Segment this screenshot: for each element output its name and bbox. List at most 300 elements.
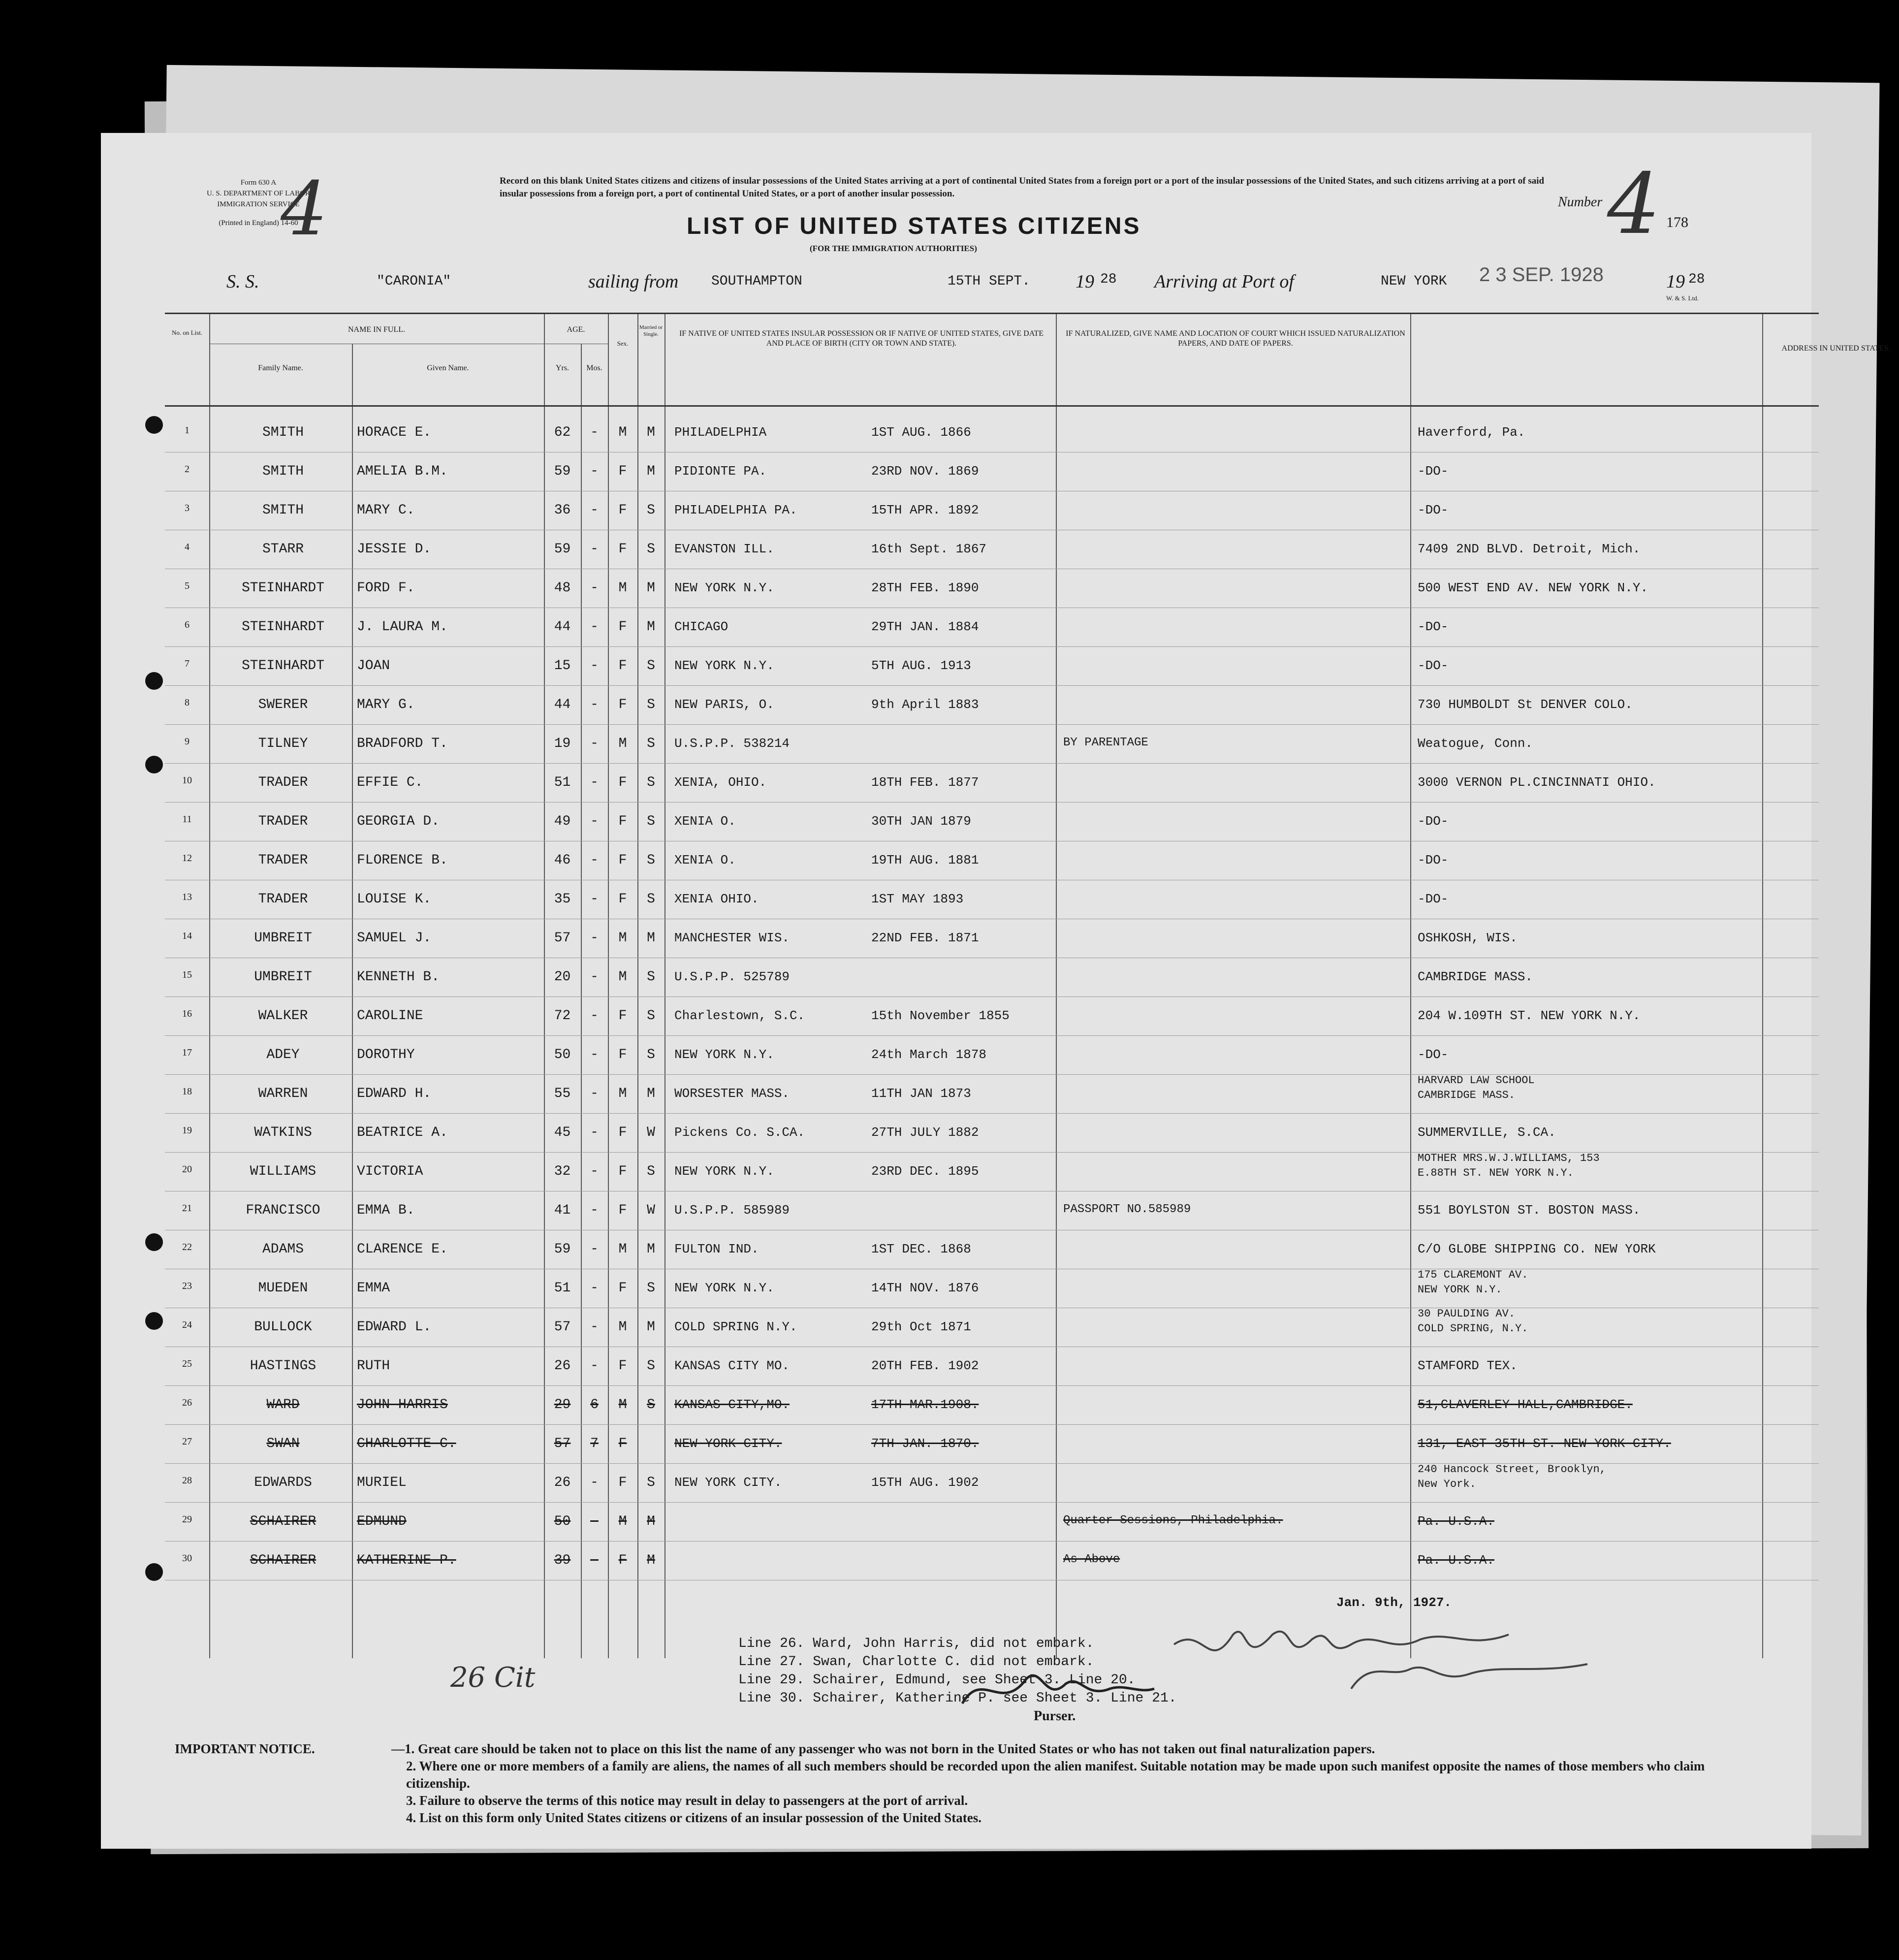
arrival-year: 28 xyxy=(1688,272,1705,287)
cell-mos: - xyxy=(590,814,599,829)
cell-ms: W xyxy=(647,1125,655,1140)
cell-ms: M xyxy=(647,580,655,596)
cell-addr: 500 WEST END AV. NEW YORK N.Y. xyxy=(1418,580,1648,595)
cell-ms: S xyxy=(647,892,655,907)
cell-sex: F xyxy=(618,464,627,479)
cell-date: 29th Oct 1871 xyxy=(871,1319,971,1334)
cell-yrs: 35 xyxy=(554,892,571,907)
sailing-year: 28 xyxy=(1100,272,1117,287)
cell-place: Charlestown, S.C. xyxy=(674,1008,805,1023)
cell-nat: As Above xyxy=(1063,1553,1120,1566)
cell-yrs: 59 xyxy=(554,542,571,557)
cell-family: SCHAIRER xyxy=(250,1514,316,1529)
cell-date: 19TH AUG. 1881 xyxy=(871,853,979,868)
cell-addr-line2: E.88TH ST. NEW YORK N.Y. xyxy=(1418,1167,1574,1179)
cell-family: EDWARDS xyxy=(254,1475,312,1490)
cell-no: 11 xyxy=(182,814,192,825)
cell-yrs: 39 xyxy=(554,1553,571,1568)
cell-family: TRADER xyxy=(258,892,308,907)
printer-mark: W. & S. Ltd. xyxy=(1666,294,1699,302)
cell-mos: - xyxy=(590,1242,599,1257)
cell-date: 16th Sept. 1867 xyxy=(871,542,987,556)
cell-mos: - xyxy=(590,1281,599,1296)
cell-mos: 7 xyxy=(590,1436,599,1451)
cell-given: MARY C. xyxy=(357,503,415,518)
cell-yrs: 57 xyxy=(554,931,571,946)
cell-mos: - xyxy=(590,1358,599,1374)
cell-given: HORACE E. xyxy=(357,425,432,440)
cell-mos: - xyxy=(590,892,599,907)
cell-place: NEW YORK N.Y. xyxy=(674,1281,774,1295)
cell-mos: - xyxy=(590,619,599,635)
cell-mos: - xyxy=(590,1203,599,1218)
cell-mos: - xyxy=(590,503,599,518)
row-rule xyxy=(165,1541,1819,1542)
cell-sex: F xyxy=(618,1358,627,1374)
cell-sex: F xyxy=(618,1281,627,1296)
note-line: Line 27. Swan, Charlotte C. did not embark. xyxy=(738,1654,1094,1670)
row-rule xyxy=(165,802,1819,803)
cell-family: SMITH xyxy=(262,464,304,479)
cell-no: 9 xyxy=(185,736,190,747)
cell-no: 6 xyxy=(185,619,190,630)
cell-addr: -DO- xyxy=(1418,619,1449,634)
cell-addr: -DO- xyxy=(1418,503,1449,517)
cell-no: 4 xyxy=(185,542,190,552)
cell-addr: 175 CLAREMONT AV. xyxy=(1418,1269,1528,1281)
cell-no: 22 xyxy=(182,1242,192,1253)
cell-mos: - xyxy=(590,580,599,596)
header-mos: Mos. xyxy=(586,364,602,372)
cell-place: U.S.P.P. 585989 xyxy=(674,1203,790,1218)
cell-mos: - xyxy=(590,697,599,712)
cell-yrs: 57 xyxy=(554,1319,571,1335)
cell-addr: STAMFORD TEX. xyxy=(1418,1358,1518,1373)
row-rule xyxy=(165,1385,1819,1386)
manifest-page xyxy=(101,133,1891,1849)
header-naturalized: IF NATURALIZED, GIVE NAME AND LOCATION OF COURT WHICH ISSUED NATURALIZATION PAPERS, AND DATE OF PAPERS. xyxy=(1066,329,1405,348)
cell-place: MANCHESTER WIS. xyxy=(674,931,790,945)
cell-yrs: 72 xyxy=(554,1008,571,1024)
cell-sex: F xyxy=(618,1203,627,1218)
cell-given: LOUISE K. xyxy=(357,892,432,907)
cell-addr: OSHKOSH, WIS. xyxy=(1418,931,1518,945)
cell-sex: M xyxy=(618,931,627,946)
row-rule xyxy=(165,1035,1819,1036)
cell-place: WORSESTER MASS. xyxy=(674,1086,790,1101)
cell-sex: M xyxy=(618,736,627,751)
cell-no: 26 xyxy=(182,1397,192,1408)
cell-ms: M xyxy=(647,425,655,440)
cell-nat: PASSPORT NO.585989 xyxy=(1063,1203,1191,1216)
cell-sex: F xyxy=(618,1436,627,1451)
cell-sex: F xyxy=(618,775,627,790)
cell-addr: 30 PAULDING AV. xyxy=(1418,1308,1516,1320)
cell-place: XENIA OHIO. xyxy=(674,892,759,906)
cell-date: 28TH FEB. 1890 xyxy=(871,580,979,595)
cell-no: 28 xyxy=(182,1475,192,1486)
cell-addr: -DO- xyxy=(1418,464,1449,479)
cell-sex: F xyxy=(618,1047,627,1062)
cell-sex: M xyxy=(618,1397,627,1413)
cell-addr: Haverford, Pa. xyxy=(1418,425,1525,440)
cell-addr: 131, EAST 35TH ST. NEW YORK CITY. xyxy=(1418,1436,1671,1451)
cell-ms: M xyxy=(647,464,655,479)
cell-yrs: 19 xyxy=(554,736,571,751)
cell-addr: 551 BOYLSTON ST. BOSTON MASS. xyxy=(1418,1203,1641,1218)
punch-hole xyxy=(145,416,163,434)
cell-ms: M xyxy=(647,1319,655,1335)
cell-date: 23RD NOV. 1869 xyxy=(871,464,979,479)
cell-date: 11TH JAN 1873 xyxy=(871,1086,971,1101)
cell-date: 23RD DEC. 1895 xyxy=(871,1164,979,1179)
cell-date: 17TH MAR.1908. xyxy=(871,1397,979,1412)
cell-addr: 7409 2ND BLVD. Detroit, Mich. xyxy=(1418,542,1641,556)
arrival-date-stamp: 2 3 SEP. 1928 xyxy=(1479,264,1604,286)
cell-family: SMITH xyxy=(262,503,304,518)
cell-sex: M xyxy=(618,1242,627,1257)
cell-given: BEATRICE A. xyxy=(357,1125,448,1140)
cell-ms: W xyxy=(647,1203,655,1218)
cell-yrs: 41 xyxy=(554,1203,571,1218)
row-rule xyxy=(165,685,1819,686)
cell-family: WARD xyxy=(266,1397,300,1413)
cell-given: JESSIE D. xyxy=(357,542,432,557)
cell-addr: Pa. U.S.A. xyxy=(1418,1514,1495,1529)
cell-place: NEW YORK N.Y. xyxy=(674,1164,774,1179)
cell-addr: 51,CLAVERLEY HALL,CAMBRIDGE. xyxy=(1418,1397,1633,1412)
cell-addr: -DO- xyxy=(1418,853,1449,868)
cell-no: 25 xyxy=(182,1358,192,1369)
cell-given: CHARLOTTE C. xyxy=(357,1436,456,1451)
cell-sex: F xyxy=(618,853,627,868)
cell-addr: 3000 VERNON PL.CINCINNATI OHIO. xyxy=(1418,775,1656,790)
cell-mos: 6 xyxy=(590,1397,599,1413)
sheet-number-suffix: 178 xyxy=(1666,214,1688,230)
row-rule xyxy=(165,1502,1819,1503)
cell-addr: HARVARD LAW SCHOOL xyxy=(1418,1074,1535,1087)
sailing-label: sailing from xyxy=(588,271,679,292)
cell-family: STEINHARDT xyxy=(241,658,325,674)
cell-mos: - xyxy=(590,1514,599,1529)
printed-note: (Printed in England) 14-60 xyxy=(219,219,298,227)
cell-no: 1 xyxy=(185,425,190,436)
cell-addr-line2: CAMBRIDGE MASS. xyxy=(1418,1089,1516,1101)
cell-sex: F xyxy=(618,619,627,635)
cell-ms: S xyxy=(647,736,655,751)
cell-no: 21 xyxy=(182,1203,192,1214)
cell-place: FULTON IND. xyxy=(674,1242,759,1256)
cell-yrs: 26 xyxy=(554,1358,571,1374)
cell-family: ADAMS xyxy=(262,1242,304,1257)
cell-addr: -DO- xyxy=(1418,658,1449,673)
cell-date: 5TH AUG. 1913 xyxy=(871,658,971,673)
cell-place: NEW YORK CITY. xyxy=(674,1436,782,1451)
cell-yrs: 50 xyxy=(554,1514,571,1529)
cell-place: XENIA, OHIO. xyxy=(674,775,767,790)
cell-family: WATKINS xyxy=(254,1125,312,1140)
cell-place: PHILADELPHIA PA. xyxy=(674,503,797,517)
cell-no: 3 xyxy=(185,503,190,514)
header-address: ADDRESS IN UNITED STATES. xyxy=(1781,344,1891,353)
cell-date: 22ND FEB. 1871 xyxy=(871,931,979,945)
cell-place: U.S.P.P. 525789 xyxy=(674,969,790,984)
header-sex: Sex. xyxy=(617,340,629,347)
cell-family: WARREN xyxy=(258,1086,308,1101)
cell-ms: S xyxy=(647,1164,655,1179)
ship-name: "CARONIA" xyxy=(377,274,451,289)
cell-no: 13 xyxy=(182,892,192,902)
cell-no: 23 xyxy=(182,1281,192,1291)
cell-given: EMMA B. xyxy=(357,1203,415,1218)
cell-mos: - xyxy=(590,775,599,790)
cell-family: SWERER xyxy=(258,697,308,712)
cell-yrs: 51 xyxy=(554,775,571,790)
cell-date: 18TH FEB. 1877 xyxy=(871,775,979,790)
cell-sex: F xyxy=(618,814,627,829)
cell-given: EDWARD H. xyxy=(357,1086,432,1101)
cell-date: 7TH JAN. 1870. xyxy=(871,1436,979,1451)
row-rule xyxy=(165,724,1819,725)
cell-place: EVANSTON ILL. xyxy=(674,542,774,556)
cell-family: SMITH xyxy=(262,425,304,440)
cell-family: MUEDEN xyxy=(258,1281,308,1296)
cell-family: TRADER xyxy=(258,775,308,790)
cell-sex: F xyxy=(618,892,627,907)
cell-family: UMBREIT xyxy=(254,931,312,946)
cell-family: TRADER xyxy=(258,814,308,829)
cell-no: 19 xyxy=(182,1125,192,1136)
cell-addr: -DO- xyxy=(1418,814,1449,829)
cell-date: 29TH JAN. 1884 xyxy=(871,619,979,634)
cell-date: 1ST DEC. 1868 xyxy=(871,1242,971,1256)
row-rule xyxy=(165,1424,1819,1425)
cell-sex: M xyxy=(618,1514,627,1529)
cell-place: COLD SPRING N.Y. xyxy=(674,1319,797,1334)
cell-date: 27TH JULY 1882 xyxy=(871,1125,979,1140)
notice-item: 2. Where one or more members of a family are aliens, the names of all such members should be recorded upon the alien manifest. Suitable notation may be made upon such manifest opposite the names of those members who claim citizenship. xyxy=(406,1759,1705,1791)
cell-sex: M xyxy=(618,1086,627,1101)
cell-ms: S xyxy=(647,775,655,790)
cell-addr-line2: NEW YORK N.Y. xyxy=(1418,1284,1502,1296)
cell-mos: - xyxy=(590,464,599,479)
header-native: IF NATIVE OF UNITED STATES INSULAR POSSESSION OR IF NATIVE OF UNITED STATES, GIVE DATE AND PLACE OF BIRTH (CITY OR TOWN AND STATE). xyxy=(679,329,1044,348)
cell-no: 14 xyxy=(182,931,192,941)
cell-date: 15th November 1855 xyxy=(871,1008,1010,1023)
cell-place: PIDIONTE PA. xyxy=(674,464,767,479)
cell-date: 1ST AUG. 1866 xyxy=(871,425,971,440)
cell-sex: F xyxy=(618,542,627,557)
form-number: Form 630 A xyxy=(240,179,277,187)
punch-hole xyxy=(145,756,163,773)
cell-ms: S xyxy=(647,814,655,829)
cell-given: CLARENCE E. xyxy=(357,1242,448,1257)
cell-addr: MOTHER MRS.W.J.WILLIAMS, 153 xyxy=(1418,1152,1600,1164)
cell-mos: - xyxy=(590,1553,599,1568)
cell-given: MARY G. xyxy=(357,697,415,712)
cell-addr: 240 Hancock Street, Brooklyn, xyxy=(1418,1463,1606,1476)
page-title: LIST OF UNITED STATES CITIZENS xyxy=(687,213,1141,239)
notice-item: 4. List on this form only United States citizens or citizens of an insular possession of the United States. xyxy=(406,1810,982,1825)
cell-family: WALKER xyxy=(258,1008,308,1024)
cell-sex: F xyxy=(618,1008,627,1024)
cell-yrs: 44 xyxy=(554,619,571,635)
ss-label: S. S. xyxy=(226,271,259,292)
cell-yrs: 59 xyxy=(554,1242,571,1257)
service: IMMIGRATION SERVICE xyxy=(217,200,300,208)
cell-yrs: 26 xyxy=(554,1475,571,1490)
cell-ms: M xyxy=(647,619,655,635)
cell-sex: F xyxy=(618,1125,627,1140)
cell-date: 24th March 1878 xyxy=(871,1047,987,1062)
cell-addr: Weatogue, Conn. xyxy=(1418,736,1533,751)
header-name: NAME IN FULL. xyxy=(348,325,405,334)
notice-heading: IMPORTANT NOTICE. xyxy=(175,1741,315,1756)
note-line: Line 26. Ward, John Harris, did not embark. xyxy=(738,1636,1094,1651)
cell-place: NEW YORK N.Y. xyxy=(674,658,774,673)
row-rule xyxy=(165,996,1819,997)
cell-addr: CAMBRIDGE MASS. xyxy=(1418,969,1533,984)
cell-yrs: 29 xyxy=(554,1397,571,1413)
cell-given: EDWARD L. xyxy=(357,1319,432,1335)
cell-family: STARR xyxy=(262,542,304,557)
cell-sex: M xyxy=(618,580,627,596)
cell-sex: M xyxy=(618,1319,627,1335)
cell-no: 16 xyxy=(182,1008,192,1019)
cell-place: NEW YORK N.Y. xyxy=(674,580,774,595)
cell-nat: BY PARENTAGE xyxy=(1063,736,1148,749)
cell-place: NEW YORK N.Y. xyxy=(674,1047,774,1062)
cell-given: FLORENCE B. xyxy=(357,853,448,868)
cell-no: 17 xyxy=(182,1047,192,1058)
header-family-name: Family Name. xyxy=(258,364,303,372)
cell-place: XENIA O. xyxy=(674,853,736,868)
cell-sex: F xyxy=(618,503,627,518)
cell-family: TILNEY xyxy=(258,736,308,751)
cell-sex: M xyxy=(618,969,627,985)
handwritten-tally: 26 Cit xyxy=(450,1662,536,1694)
cell-addr: Pa. U.S.A. xyxy=(1418,1553,1495,1568)
cell-no: 20 xyxy=(182,1164,192,1175)
header-no: No. on List. xyxy=(171,329,203,336)
cell-mos: - xyxy=(590,1086,599,1101)
passenger-table xyxy=(165,313,1891,1658)
cell-yrs: 59 xyxy=(554,464,571,479)
cell-ms: S xyxy=(647,1475,655,1490)
cell-sex: F xyxy=(618,697,627,712)
cell-given: JOAN xyxy=(357,658,390,674)
cell-family: HASTINGS xyxy=(250,1358,316,1374)
cell-addr: C/O GLOBE SHIPPING CO. NEW YORK xyxy=(1418,1242,1656,1256)
cell-given: EFFIE C. xyxy=(357,775,423,790)
cell-family: STEINHARDT xyxy=(241,580,325,596)
cell-place: PHILADELPHIA xyxy=(674,425,767,440)
cell-ms: S xyxy=(647,542,655,557)
cell-given: SAMUEL J. xyxy=(357,931,432,946)
cell-given: CAROLINE xyxy=(357,1008,423,1024)
cell-ms: M xyxy=(647,1242,655,1257)
cell-mos: - xyxy=(590,1008,599,1024)
row-rule xyxy=(165,763,1819,764)
cell-place: KANSAS CITY,MO. xyxy=(674,1397,790,1412)
cell-family: ADEY xyxy=(266,1047,300,1062)
cell-mos: - xyxy=(590,1475,599,1490)
cell-yrs: 20 xyxy=(554,969,571,985)
punch-hole xyxy=(145,672,163,690)
cell-given: KATHERINE P. xyxy=(357,1553,456,1568)
cell-yrs: 62 xyxy=(554,425,571,440)
arrival-port: NEW YORK xyxy=(1381,274,1447,289)
header-given-name: Given Name. xyxy=(427,364,469,372)
cell-place: KANSAS CITY MO. xyxy=(674,1358,790,1373)
cell-no: 12 xyxy=(182,853,192,864)
arriving-label: Arriving at Port of xyxy=(1154,271,1294,292)
cell-mos: - xyxy=(590,1164,599,1179)
cell-no: 7 xyxy=(185,658,190,669)
cell-family: WILLIAMS xyxy=(250,1164,316,1179)
cell-family: STEINHARDT xyxy=(241,619,325,635)
header-yrs: Yrs. xyxy=(555,364,570,372)
inspector-signature xyxy=(1164,1615,1607,1699)
cell-addr: 730 HUMBOLDT St DENVER COLO. xyxy=(1418,697,1633,712)
cell-ms: M xyxy=(647,931,655,946)
cell-ms: S xyxy=(647,853,655,868)
cell-sex: F xyxy=(618,658,627,674)
cell-ms: S xyxy=(647,1008,655,1024)
cell-ms: S xyxy=(647,503,655,518)
cell-place: U.S.P.P. 538214 xyxy=(674,736,790,751)
sailing-date: 15TH SEPT. xyxy=(948,274,1031,289)
cell-mos: - xyxy=(590,931,599,946)
important-notice xyxy=(175,1740,1740,1827)
cell-ms: S xyxy=(647,1358,655,1374)
sheet-number: 4 xyxy=(1607,156,1661,253)
notice-item: —1. Great care should be taken not to place on this list the name of any passenger who was not born in the United States or who has not taken out final naturalization papers. xyxy=(391,1741,1375,1756)
cell-date: 9th April 1883 xyxy=(871,697,979,712)
cell-family: BULLOCK xyxy=(254,1319,312,1335)
number-label: Number xyxy=(1558,194,1603,210)
cell-ms: S xyxy=(647,658,655,674)
cell-no: 30 xyxy=(182,1553,192,1564)
cell-mos: - xyxy=(590,736,599,751)
cell-place: XENIA O. xyxy=(674,814,736,829)
cell-addr: 204 W.109TH ST. NEW YORK N.Y. xyxy=(1418,1008,1641,1023)
record-instructions: Record on this blank United States citizens and citizens of insular possessions of the United States arriving at a port of continental United States from a foreign port or a port of the insular possessions of the United States, and such citizens arriving at a port of said insular possessions from a foreign port, a port of continental United States, or a port of another insular possession. xyxy=(500,176,1545,199)
cell-yrs: 46 xyxy=(554,853,571,868)
cell-yrs: 48 xyxy=(554,580,571,596)
cell-mos: - xyxy=(590,658,599,674)
cell-ms: S xyxy=(647,1397,655,1413)
cell-addr: -DO- xyxy=(1418,892,1449,906)
cell-date: 14TH NOV. 1876 xyxy=(871,1281,979,1295)
punch-hole xyxy=(145,1312,163,1330)
cell-ms: M xyxy=(647,1553,655,1568)
purser-label: Purser. xyxy=(1034,1708,1076,1724)
handwritten-sheet-mark: 4 xyxy=(281,166,328,252)
cell-given: EMMA xyxy=(357,1281,390,1296)
cell-given: FORD F. xyxy=(357,580,415,596)
cell-place: NEW YORK CITY. xyxy=(674,1475,782,1490)
cell-given: RUTH xyxy=(357,1358,390,1374)
cell-given: DOROTHY xyxy=(357,1047,415,1062)
cell-given: KENNETH B. xyxy=(357,969,440,985)
cell-no: 24 xyxy=(182,1319,192,1330)
cell-no: 29 xyxy=(182,1514,192,1525)
header-age: AGE. xyxy=(567,325,585,334)
cell-date: 15TH APR. 1892 xyxy=(871,503,979,517)
cell-given: VICTORIA xyxy=(357,1164,423,1179)
cell-given: EDMUND xyxy=(357,1514,407,1529)
